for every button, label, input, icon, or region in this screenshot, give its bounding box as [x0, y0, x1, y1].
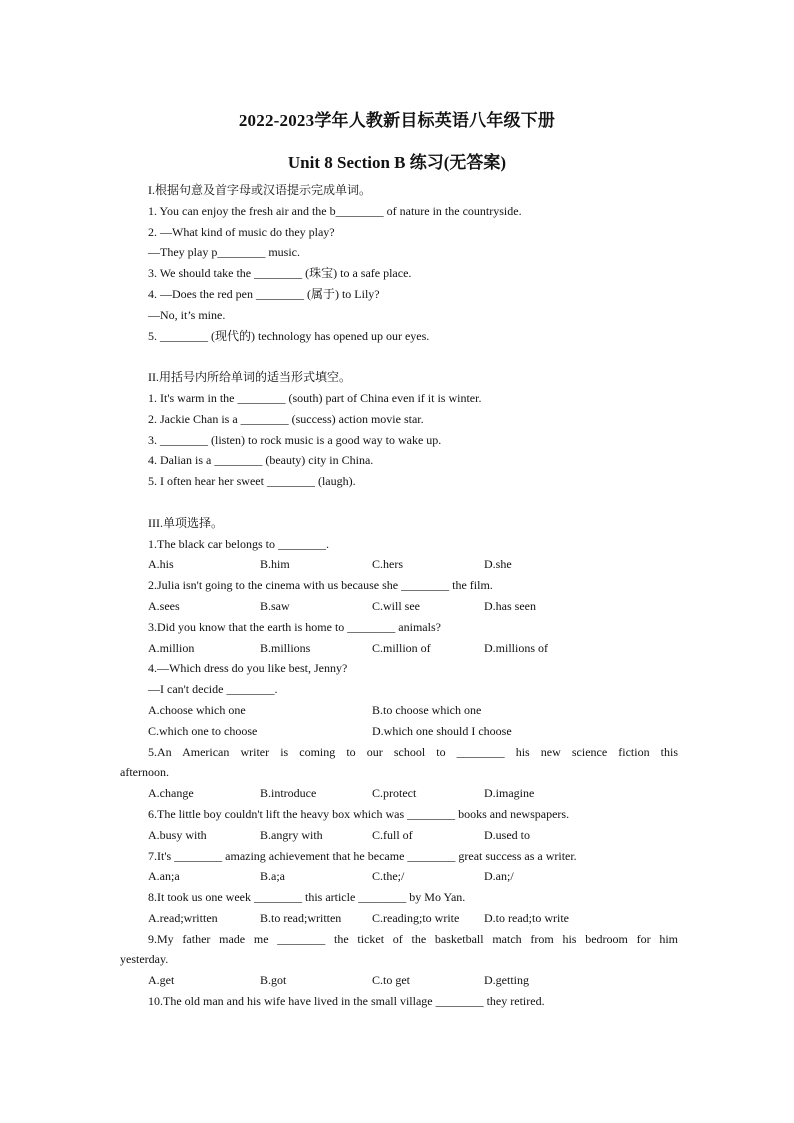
question-5-options — [148, 783, 678, 804]
section-1-line: —They play p________ music. — [148, 245, 300, 260]
section-1-heading: I.根据句意及首字母或汉语提示完成单词。 — [148, 183, 371, 197]
option-a: A.change — [148, 786, 194, 801]
option-a: A.million — [148, 640, 195, 655]
question-2-stem: 2.Julia isn't going to the cinema with us because she ________ the film. — [148, 578, 493, 593]
option-d: D.millions of — [484, 640, 549, 655]
section-1-line: 3. We should take the ________ (珠宝) to a safe place. — [148, 266, 412, 281]
option-c: C.million of — [372, 640, 431, 655]
option-c: C.will see — [372, 598, 420, 613]
option-b: B.millions — [260, 640, 311, 655]
section-2-line: 2. Jackie Chan is a ________ (success) action movie star. — [148, 411, 424, 426]
option-b: B.to choose which one — [372, 702, 482, 717]
section-1-line: 4. —Does the red pen ________ (属于) to Lily? — [148, 286, 380, 301]
option-c: C.full of — [372, 827, 413, 842]
section-2-line: 4. Dalian is a ________ (beauty) city in China. — [148, 453, 374, 468]
option-d: D.has seen — [484, 598, 536, 613]
question-4-options-row-1 — [148, 700, 678, 721]
section-1-line: —No, it’s mine. — [148, 307, 226, 322]
option-c: C.hers — [372, 557, 403, 572]
section-3-heading: III.单项选择。 — [148, 515, 223, 530]
option-d: D.she — [484, 557, 512, 572]
question-7-stem: 7.It's ________ amazing achievement that he became ________ great success as a writer. — [148, 848, 577, 863]
option-d: D.an;/ — [484, 869, 514, 884]
question-8-options — [148, 908, 678, 929]
question-3-options — [148, 638, 678, 659]
option-a: A.busy with — [148, 827, 207, 842]
option-b: B.saw — [260, 598, 290, 613]
question-5-stem: 5.An American writer is coming to our school to ________ his new science fiction this — [148, 744, 678, 759]
option-d: D.getting — [484, 973, 529, 988]
question-4-reply: —I can't decide ________. — [148, 682, 278, 697]
question-3-stem: 3.Did you know that the earth is home to ________ animals? — [148, 619, 441, 634]
option-a: A.sees — [148, 598, 180, 613]
option-c: C.reading;to write — [372, 910, 460, 925]
option-b: B.introduce — [260, 786, 317, 801]
option-a: A.read;written — [148, 910, 218, 925]
option-b: B.angry with — [260, 827, 323, 842]
option-b: B.a;a — [260, 869, 285, 884]
section-2-line: 3. ________ (listen) to rock music is a good way to wake up. — [148, 432, 442, 447]
worksheet-body — [120, 180, 678, 1012]
question-1-options — [148, 554, 678, 575]
question-10-stem: 10.The old man and his wife have lived in the small village ________ they retired. — [148, 994, 545, 1009]
question-1-stem: 1.The black car belongs to ________. — [148, 536, 329, 551]
question-4-options-row-2 — [148, 721, 678, 742]
option-a: A.his — [148, 557, 174, 572]
question-9-stem: 9.My father made me ________ the ticket of the basketball match from his bedroom for him — [148, 931, 678, 946]
question-2-options — [148, 596, 678, 617]
option-d: D.used to — [484, 827, 530, 842]
page-title: 2022-2023学年人教新目标英语八年级下册 — [238, 111, 556, 130]
section-1-line: 1. You can enjoy the fresh air and the b________ of nature in the countryside. — [148, 203, 522, 218]
page-subtitle: Unit 8 Section B 练习(无答案) — [287, 153, 507, 172]
question-8-stem: 8.It took us one week ________ this article ________ by Mo Yan. — [148, 890, 466, 905]
section-2-line: 1. It's warm in the ________ (south) part of China even if it is winter. — [148, 390, 482, 405]
section-1-line: 5. ________ (现代的) technology has opened up our eyes. — [148, 328, 430, 343]
option-d: D.to read;to write — [484, 910, 569, 925]
option-d: D.imagine — [484, 786, 535, 801]
option-c: C.which one to choose — [148, 723, 258, 738]
question-9-options — [148, 970, 678, 991]
option-d: D.which one should I choose — [372, 723, 512, 738]
option-a: A.choose which one — [148, 702, 246, 717]
question-7-options — [148, 866, 678, 887]
option-a: A.an;a — [148, 869, 180, 884]
option-b: B.got — [260, 973, 287, 988]
option-a: A.get — [148, 973, 175, 988]
option-b: B.to read;written — [260, 910, 342, 925]
section-2-heading: II.用括号内所给单词的适当形式填空。 — [148, 370, 351, 385]
option-b: B.him — [260, 557, 290, 572]
question-9-stem-continued: yesterday. — [120, 952, 169, 967]
question-4-stem: 4.—Which dress do you like best, Jenny? — [148, 661, 348, 676]
question-6-stem: 6.The little boy couldn't lift the heavy box which was ________ books and newspapers. — [148, 806, 570, 821]
question-5-stem-continued: afternoon. — [120, 765, 169, 780]
option-c: C.to get — [372, 973, 410, 988]
section-2-line: 5. I often hear her sweet ________ (laugh). — [148, 474, 356, 489]
question-6-options — [148, 825, 678, 846]
option-c: C.protect — [372, 786, 417, 801]
section-1-line: 2. —What kind of music do they play? — [148, 224, 335, 239]
option-c: C.the;/ — [372, 869, 405, 884]
